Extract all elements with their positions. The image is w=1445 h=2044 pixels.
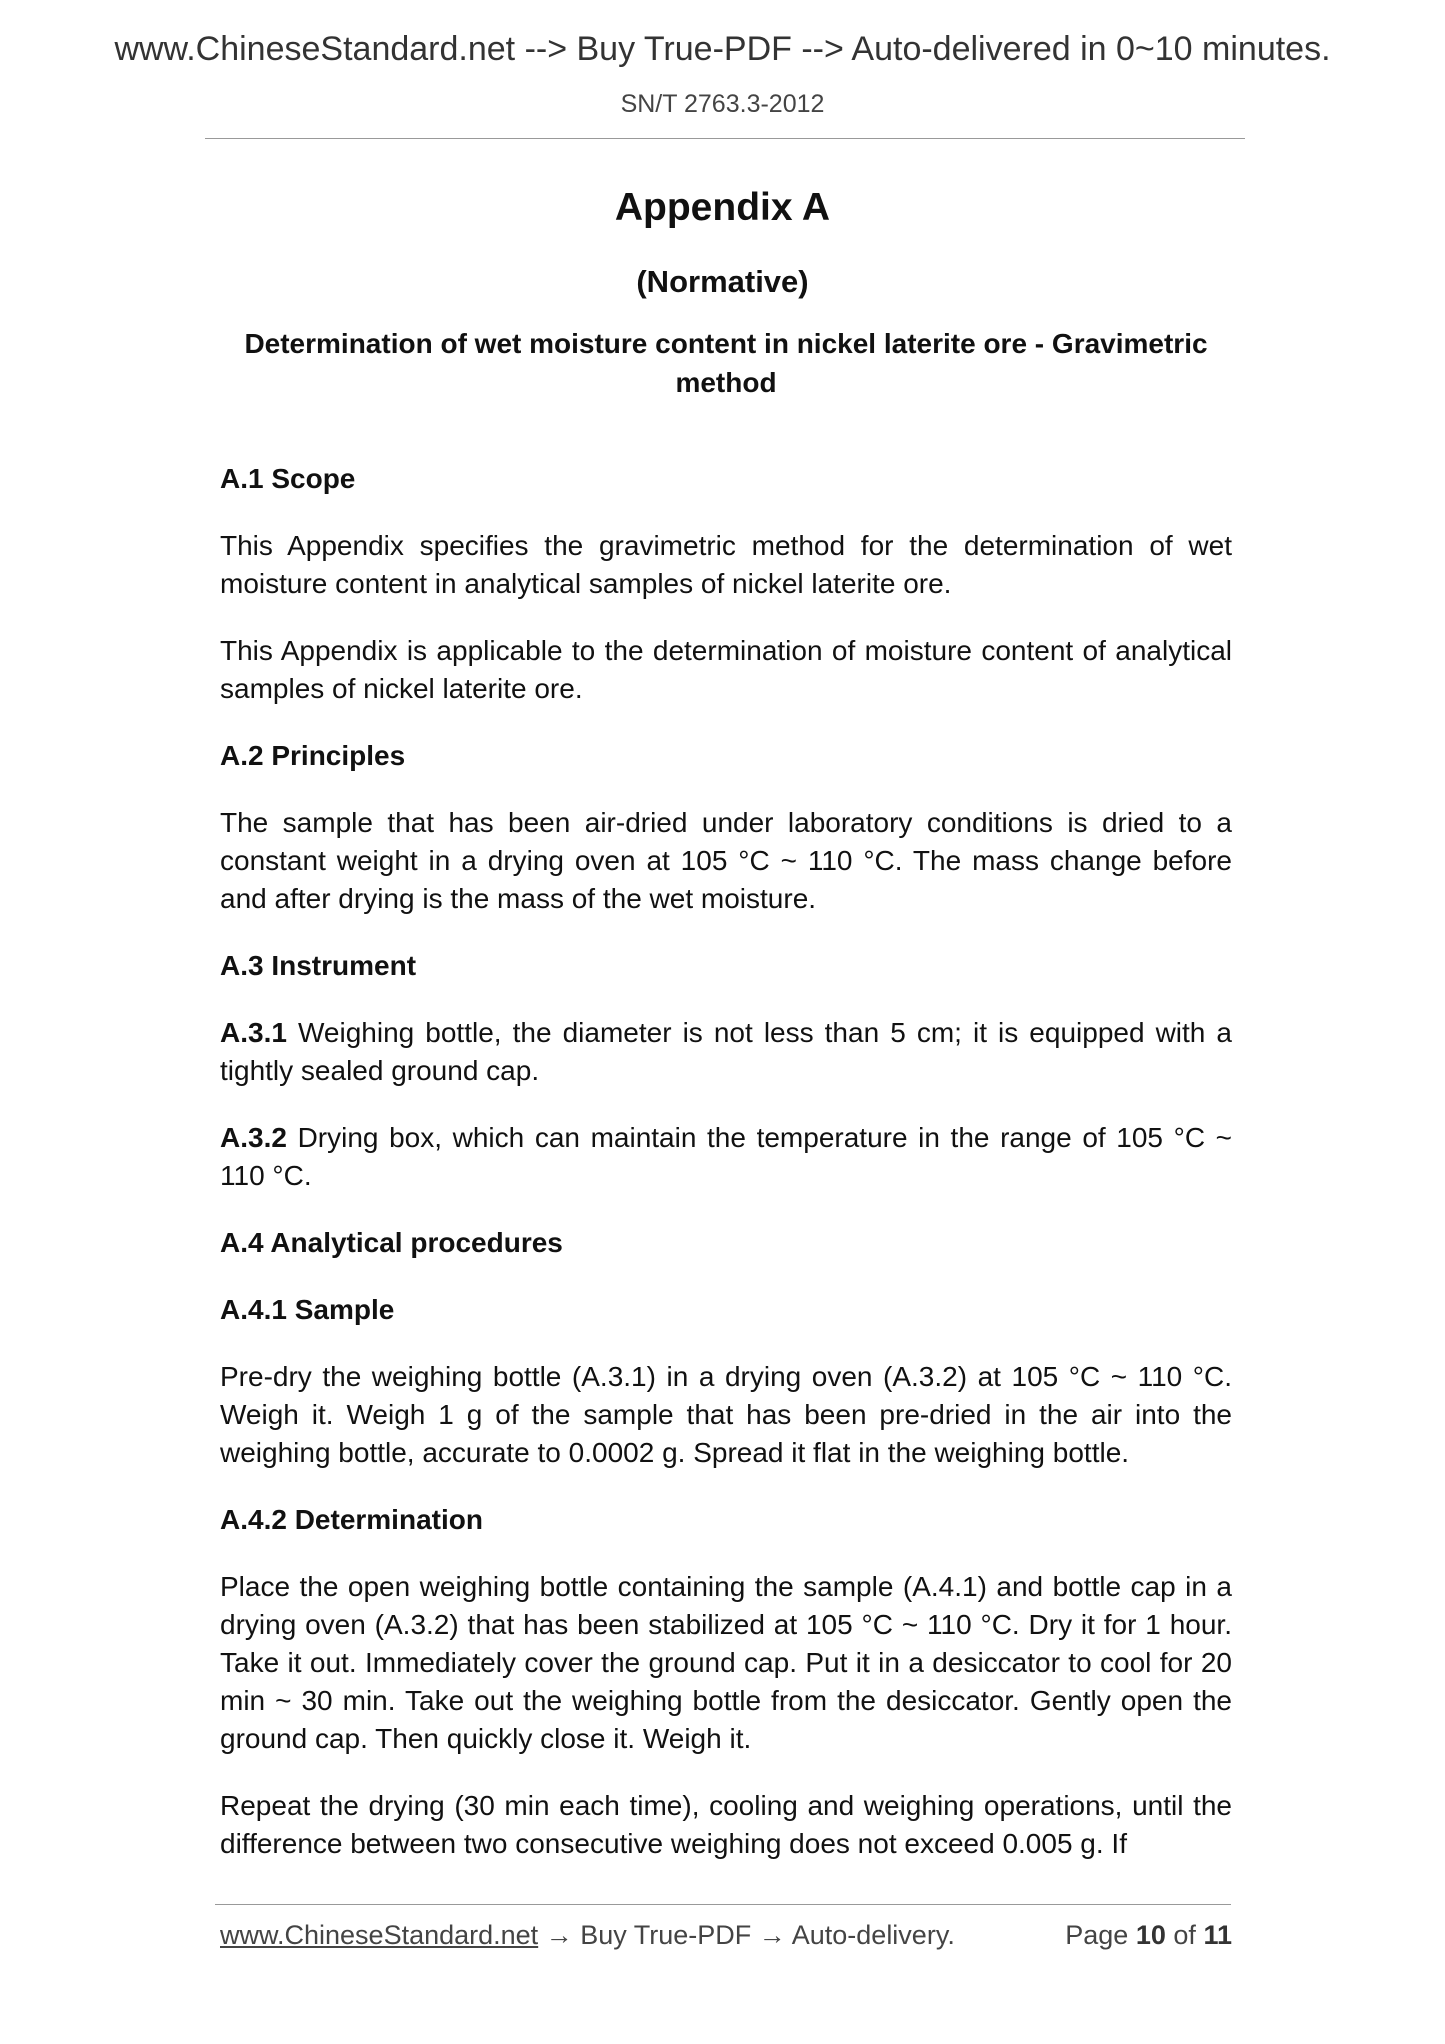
footer-promo [220, 1920, 955, 1951]
appendix-title: Appendix A [614, 186, 831, 229]
section-a32-label: A.3.2 [220, 1122, 287, 1153]
section-a32-text: Drying box, which can maintain the temperature in the range of 105 °C ~ 110 °C. [220, 1122, 1233, 1191]
section-a41-heading: A.4.1 Sample [220, 1294, 395, 1325]
section-a32-paragraph [220, 1119, 1232, 1195]
section-a41-paragraph-1: Pre-dry the weighing bottle (A.3.1) in a drying oven (A.3.2) at 105 °C ~ 110 °C. Weigh it. Weigh 1 g of the sample that has been pre-dried in the air into the weighing bottle, accurate to 0.0002 g. Spread it flat in the weighing bottle. [220, 1361, 1232, 1468]
footer-divider [215, 1904, 1231, 1905]
document-body [220, 460, 1232, 1863]
page-current: 10 [1135, 1920, 1166, 1950]
section-a42-paragraph-1: Place the open weighing bottle containing the sample (A.4.1) and bottle cap in a drying oven (A.3.2) that has been stabilized at 105 °C ~ 110 °C. Dry it for 1 hour. Take it out. Immediately cover the ground cap. Put it in a desiccator to cool for 20 min ~ 30 min. Take out the weighing bottle from the desiccator. Gently open the ground cap. Then quickly close it. Weigh it. [220, 1571, 1232, 1754]
footer-promo-text: → Buy True-PDF → Auto-delivery. [538, 1920, 955, 1950]
section-a1-heading: A.1 Scope [220, 463, 356, 494]
section-a31-label: A.3.1 [220, 1017, 287, 1048]
page-number [1065, 1920, 1232, 1951]
section-a3-heading: A.3 Instrument [220, 950, 417, 981]
appendix-subtitle: Determination of wet moisture content in nickel laterite ore - Gravimetric method [244, 328, 1208, 398]
section-a31-text: Weighing bottle, the diameter is not less than 5 cm; it is equipped with a tightly sealed ground cap. [220, 1017, 1232, 1086]
section-a31-paragraph [220, 1014, 1232, 1090]
section-a42-paragraph-2: Repeat the drying (30 min each time), cooling and weighing operations, until the difference between two consecutive weighing does not exceed 0.005 g. If [220, 1790, 1232, 1859]
section-a1-paragraph-2: This Appendix is applicable to the determination of moisture content of analytical samples of nickel laterite ore. [220, 635, 1232, 704]
appendix-type: (Normative) [636, 264, 809, 299]
section-a2-heading: A.2 Principles [220, 740, 406, 771]
page-label: Page [1065, 1920, 1129, 1950]
section-a42-heading: A.4.2 Determination [220, 1504, 483, 1535]
footer-site-link[interactable]: www.ChineseStandard.net [220, 1920, 539, 1950]
section-a1-paragraph-1: This Appendix specifies the gravimetric method for the determination of wet moisture content in analytical samples of nickel laterite ore. [220, 530, 1232, 599]
page-of: of [1173, 1920, 1196, 1950]
standard-number: SN/T 2763.3-2012 [620, 90, 825, 118]
header-banner: www.ChineseStandard.net --> Buy True-PDF --> Auto-delivered in 0~10 minutes. [114, 30, 1331, 68]
header-divider [205, 138, 1245, 139]
page-total: 11 [1203, 1920, 1232, 1950]
section-a4-heading: A.4 Analytical procedures [220, 1227, 563, 1258]
section-a2-paragraph-1: The sample that has been air-dried under laboratory conditions is dried to a constant weight in a drying oven at 105 °C ~ 110 °C. The mass change before and after drying is the mass of the wet moisture. [220, 807, 1232, 914]
